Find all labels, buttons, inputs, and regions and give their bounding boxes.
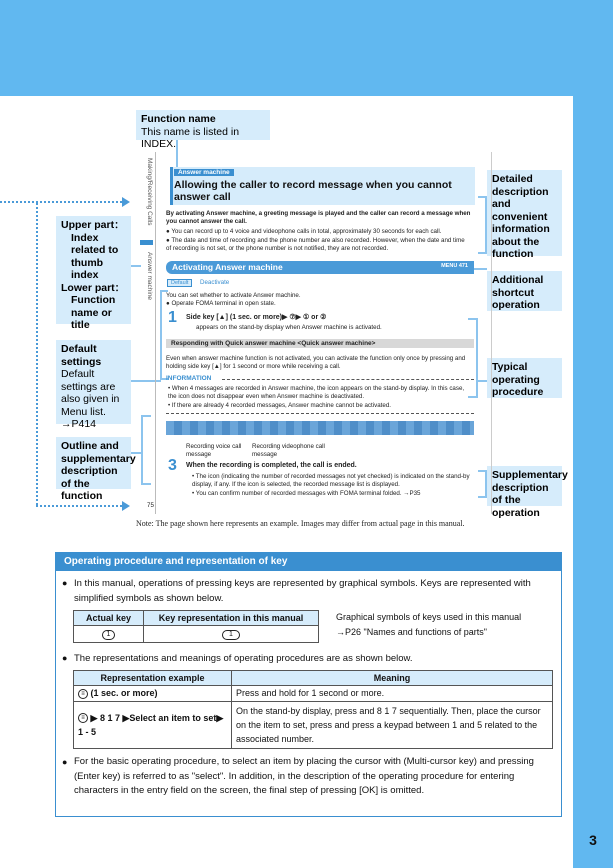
- default-settings-title: Default settings: [61, 343, 102, 368]
- step-3-number: 3: [168, 457, 177, 474]
- divider: [166, 413, 474, 414]
- operating-paragraph-3: For the basic operating procedure, to select an item by placing the cursor with (Multi-cursor key) and pressing (Enter key) is referred to as "select". In addition, in the description of the operating procedure for entering characters in the entry field on the screen, the final step of pressing [OK] is omitted.: [74, 756, 534, 796]
- upper-part-title: Upper part：: [61, 219, 125, 231]
- key-representation-table: [73, 610, 319, 643]
- sample-set-text: You can set whether to activate Answer machine.: [166, 292, 301, 299]
- graphical-symbols-note: Graphical symbols of keys used in this manual: [336, 612, 522, 622]
- menu-key-icon: ≡: [78, 713, 88, 723]
- rep-row-1-example-text: (1 sec. or more): [90, 688, 158, 698]
- sample-page-number: 75: [147, 502, 154, 509]
- operating-procedure-panel: [55, 552, 562, 817]
- represented-key-1: 1: [222, 630, 240, 640]
- default-settings-callout: [56, 340, 131, 430]
- quick-answer-text: Even when answer machine function is not activated, you can activate the function only once by pressing and holding side key [▲] for 1 second or more while receiving a call.: [166, 355, 466, 370]
- rep-row-1-meaning: Press and hold for 1 second or more.: [232, 686, 553, 702]
- function-name-callout: [136, 110, 270, 150]
- step-3-text: When the recording is completed, the call is ended.: [186, 462, 357, 469]
- information-label: INFORMATION: [166, 375, 212, 382]
- divider: [222, 379, 474, 380]
- top-color-band: [0, 0, 613, 96]
- deactivate-tag: Deactivate: [200, 279, 230, 286]
- caption-voice: Recording voice call message: [186, 443, 242, 458]
- step-1-number: 1: [168, 309, 177, 326]
- shortcut-text: Additional shortcut operation: [492, 274, 544, 311]
- key-table-representation-cell: [144, 626, 319, 643]
- thumb-index-arrow-vertical: [36, 203, 38, 505]
- sample-function-tag: Answer machine: [174, 169, 234, 176]
- step-3-bullet-1: • The icon (indicating the number of recorded messages not yet checked) is indicated on the stand-by display, if any. If the icon is selected, the recorded message list is displayed.: [192, 473, 470, 488]
- sample-bullet-2: ● The date and time of recording and the phone number are also recorded. However, when the date and time of recording is not set, or the phone number is not notified, they are not recorded.: [166, 237, 465, 252]
- rep-row-2-example: [74, 701, 232, 748]
- thumb-index-arrow-top: [0, 201, 122, 203]
- operating-paragraph-2: The representations and meanings of operating procedures are as shown below.: [74, 653, 413, 664]
- rep-row-1-example: [74, 686, 232, 702]
- key-table-header-actual: Actual key: [74, 611, 144, 626]
- arrow-right-icon: [122, 501, 130, 511]
- bullet-icon: ●: [62, 653, 68, 663]
- info-bullet-1: • When 4 messages are recorded in Answer machine, the icon appears on the stand-by display. In this case, the icon does not disappear even when Answer machine is deactivated.: [168, 385, 465, 400]
- info-bullet-2: • If there are already 4 recorded messages, Answer machine cannot be activated.: [168, 402, 391, 409]
- detailed-description-callout: [487, 170, 562, 260]
- operating-paragraph-1: In this manual, operations of pressing keys are represented by graphical symbols. Keys are represented with simplified symbols as shown below.: [74, 578, 531, 604]
- shortcut-callout: [487, 271, 562, 311]
- thumb-index-band: [573, 96, 613, 868]
- lower-part-title: Lower part：: [61, 281, 126, 294]
- rep-row-2-meaning: On the stand-by display, press and 8 1 7 sequentially. Then, place the cursor on the item to set, press and press a keypad between 1 and 5 related to the associated number.: [232, 701, 553, 748]
- upper-part-text: Index related to thumb index: [71, 231, 119, 281]
- key-table-actual-cell: [74, 626, 144, 643]
- operating-procedure-header: Operating procedure and representation of key: [56, 553, 561, 571]
- thumb-index-marker: [140, 240, 153, 245]
- quick-answer-bar: Responding with Quick answer machine <Quick answer machine>: [166, 339, 474, 348]
- upper-lower-part-callout: [56, 216, 131, 331]
- supplementary-text: Supplementary description of the operation: [492, 469, 568, 519]
- sample-bullet-1: ● You can record up to 4 voice and videophone calls in total, approximately 30 seconds for each call.: [166, 228, 442, 235]
- default-settings-ref: →P414: [61, 418, 97, 430]
- thumb-index-arrow-bottom: [36, 505, 122, 507]
- page-number: 3: [589, 832, 597, 848]
- bullet-icon: ●: [62, 757, 68, 767]
- detailed-description-text: Detailed description and convenient information about the function: [492, 173, 550, 260]
- actual-key-1: 1: [102, 630, 116, 640]
- outline-title: Outline and supplementary description of the function: [61, 440, 136, 502]
- outline-callout: [56, 437, 136, 502]
- bullet-icon: ●: [62, 578, 68, 588]
- sample-section-title: Activating Answer machine: [172, 262, 283, 272]
- menu-key-icon: ≡: [78, 689, 88, 699]
- default-tag: Default: [167, 279, 192, 287]
- function-name-text: This name is listed in INDEX.: [141, 125, 240, 150]
- note-text: Note: The page shown here represents an example. Images may differ from actual page in this manual.: [136, 519, 465, 528]
- sample-page: [136, 152, 492, 514]
- sidebar-section-label: Making/Receiving Calls: [146, 158, 153, 226]
- arrow-right-icon: [122, 197, 130, 207]
- step-1-text: Side key [▲] (1 sec. or more)▶ ⑦▶ ① or ②: [186, 314, 327, 321]
- sample-section-bar: [166, 261, 474, 274]
- sample-menu-number: MENU 471: [441, 263, 468, 269]
- caption-video: Recording videophone call message: [252, 443, 325, 458]
- page-break-wave: [166, 421, 474, 435]
- procedure-representation-table: [73, 670, 553, 749]
- key-table-header-representation: Key representation in this manual: [144, 611, 319, 626]
- graphical-symbols-ref: →P26 "Names and functions of parts": [336, 627, 487, 637]
- sidebar-function-label: Answer machine: [146, 252, 153, 301]
- supplementary-callout: [487, 466, 568, 519]
- rep-table-header-example: Representation example: [74, 671, 232, 686]
- default-settings-text: Default settings are also given in Menu list.: [61, 368, 120, 418]
- sample-intro: By activating Answer machine, a greeting message is played and the caller can record a message when you cannot answer the call.: [166, 210, 471, 225]
- typical-procedure-text: Typical operating procedure: [492, 361, 544, 398]
- step-3-bullet-2: • You can confirm number of recorded messages with FOMA terminal folded. →P35: [192, 490, 421, 497]
- rep-row-2-example-text: ▶ 8 1 7 ▶Select an item to set▶ 1 - 5: [78, 712, 224, 737]
- rep-table-header-meaning: Meaning: [232, 671, 553, 686]
- typical-procedure-callout: [487, 358, 562, 398]
- lower-part-text: Function name or title: [71, 294, 116, 331]
- sample-open-state: ● Operate FOMA terminal in open state.: [166, 300, 276, 307]
- step-1-subtext: appears on the stand-by display when Answer machine is activated.: [196, 324, 382, 331]
- sample-title: Allowing the caller to record message when you cannot answer call: [174, 179, 452, 203]
- function-name-title: Function name: [141, 113, 216, 125]
